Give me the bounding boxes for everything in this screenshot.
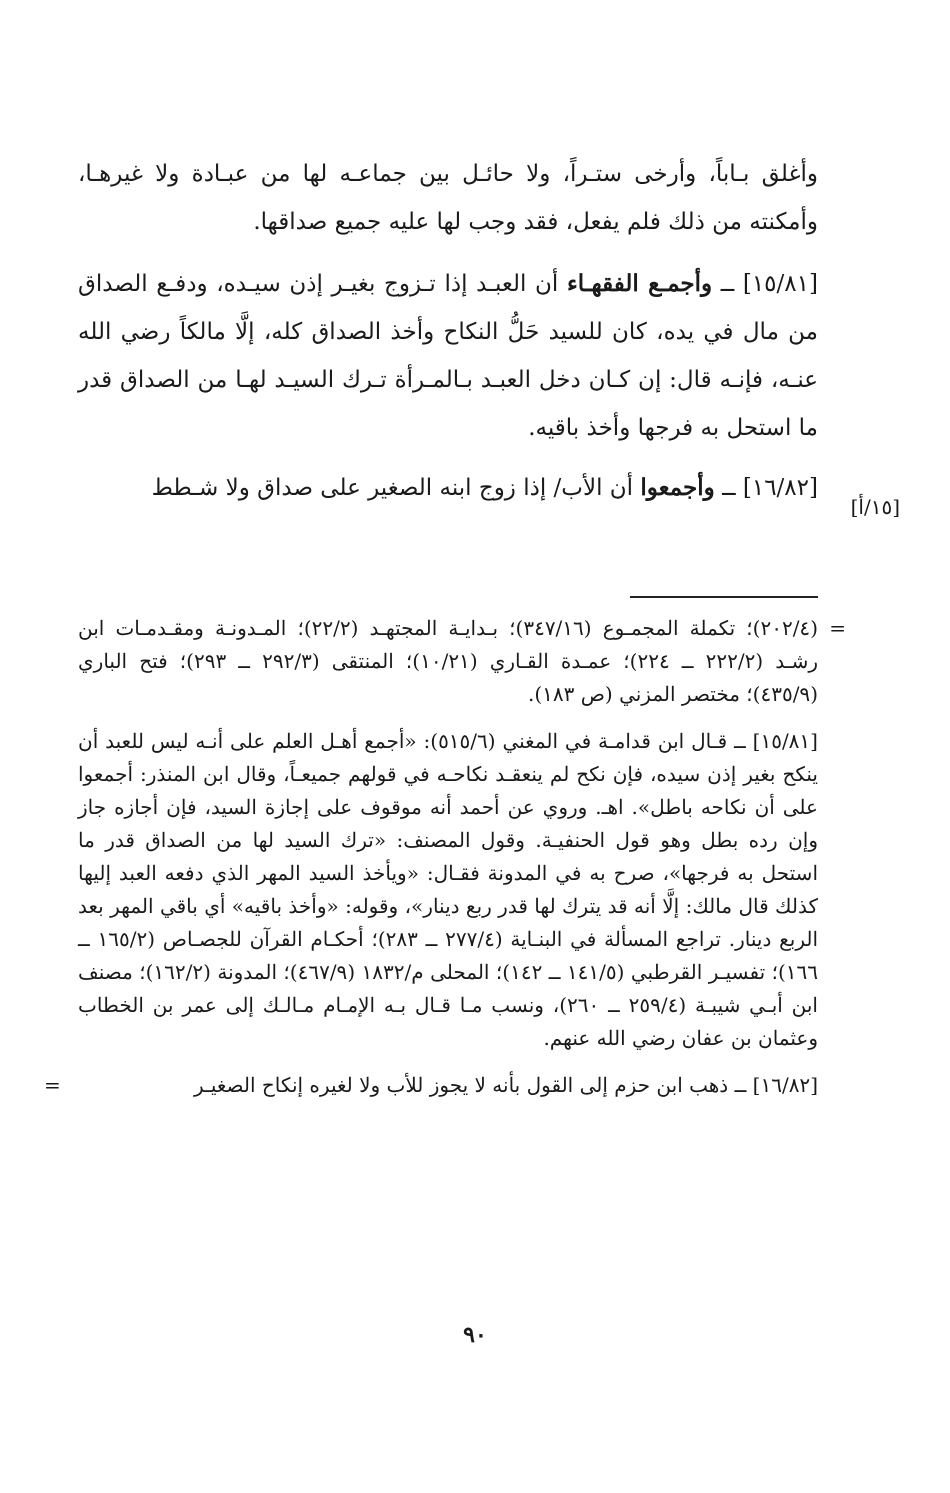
paragraph-3-ref: [١٦/٨٢] ــ (722, 475, 818, 501)
footnote-continuation-text: (٢٠٢/٤)؛ تكملة المجمـوع (٣٤٧/١٦)؛ بـدايـة المجتهـد (٢٢/٢)؛ المـدونـة ومقـدمـات ابن رشـد (٢٢٢/٢ ــ ٢٢٤)؛ عمـدة القـاري (١٠/٢١)؛ المنتقى (٢٩٢/٣ ــ ٢٩٣)؛ فتح الباري (٤٣٥/٩)؛ مختصر المزني (ص ١٨٣). (78, 616, 819, 706)
footnote-continuation (78, 612, 846, 711)
paragraph-3-text: أن الأب/ إذا زوج ابنه الصغير على صداق ولا شـطط (151, 475, 634, 501)
paragraph-3-lead: وأجمعوا (640, 474, 715, 501)
footnote-2-text: ذهب ابن حزم إلى القول بأنه لا يجوز للأب ولا لغيره إنكاح الصغيـر (193, 1073, 729, 1097)
page-number: ٩٠ (463, 1322, 487, 1348)
paragraph-3 (78, 464, 818, 512)
footnotes (44, 612, 846, 1116)
paragraph-1-text: وأغلق بـاباً، وأرخى ستـراً، ولا حائـل بين جماعـه لها من عبـادة ولا غيرهـا، وأمكنته من ذلك فلم يفعل، فقد وجب لها عليه جميع صداقها. (78, 161, 818, 235)
footnote-2-continues-mark: = (44, 1073, 61, 1097)
footnote-2-ref: [١٦/٨٢] ــ (734, 1073, 818, 1097)
footnote-1-ref: [١٥/٨١] ــ (734, 729, 818, 753)
paragraph-1 (78, 150, 818, 246)
continuation-mark: = (829, 616, 846, 640)
paragraph-2-lead: وأجمـع الفقهـاء (566, 270, 713, 297)
footnote-divider (630, 596, 818, 598)
footnote-1-text: قـال ابن قدامـة في المغني (٥١٥/٦): «أجمع أهـل العلم على أنـه ليس للعبد أن ينكح بغير إذن سيده، فإن نكح لم ينعقـد نكاحـه في قولهم جميعـاً، وقال ابن المنذر: أجمعوا على أن نكاحه باطل». اهـ. وروي عن أحمد أنه موقوف على إجازة السيد، فإن أجازه جاز وإن رده بطل وهو قول الحنفيـة. وقول المصنف: «ترك السيد لها من الصداق قدر ما استحل به فرجها»، صرح به في المدونة فقـال: «ويأخذ السيد المهر الذي دفعه العبد إليها كذلك قال مالك: إلَّا أنه قد يترك لها قدر ربع دينار»، وقوله: «وأخذ باقيه» أي باقي المهر بعد الربع دينار. تراجع المسألة في البنـاية (٢٧٧/٤ ــ ٢٨٣)؛ أحكـام القرآن للجصـاص (١٦٥/٢ ــ ١٦٦)؛ تفسيـر القرطبي (١٤١/٥ ــ ١٤٢)؛ المحلى م/١٨٣٢ (٤٦٧/٩)؛ المدونة (١٦٢/٢)؛ مصنف ابن أبـي شيبـة (٢٥٩/٤ ــ ٢٦٠)، ونسب مـا قـال بـه الإمـام مـالـك إلى عمر بن الخطاب وعثمان بن عفان رضي الله عنهم. (78, 729, 819, 1050)
footnote-2 (44, 1069, 818, 1102)
paragraph-2-ref: [١٥/٨١] ــ (720, 271, 818, 297)
paragraph-2-text: أن العبـد إذا تـزوج بغيـر إذن سيـده، ودفـع الصداق من مال في يده، كان للسيد حَلُّ النكاح وأخذ الصداق كله، إلَّا مالكاً رضي الله عنـه، فإنـه قال: إن كـان دخل العبـد بـالمـرأة تـرك السيـد لهـا من الصداق قدر ما استحل به فرجها وأخذ باقيه. (78, 271, 818, 441)
manuscript-folio-note: [١٥/أ] (850, 495, 900, 519)
main-text (78, 150, 818, 524)
footnote-1 (78, 725, 818, 1055)
paragraph-2 (78, 260, 818, 452)
